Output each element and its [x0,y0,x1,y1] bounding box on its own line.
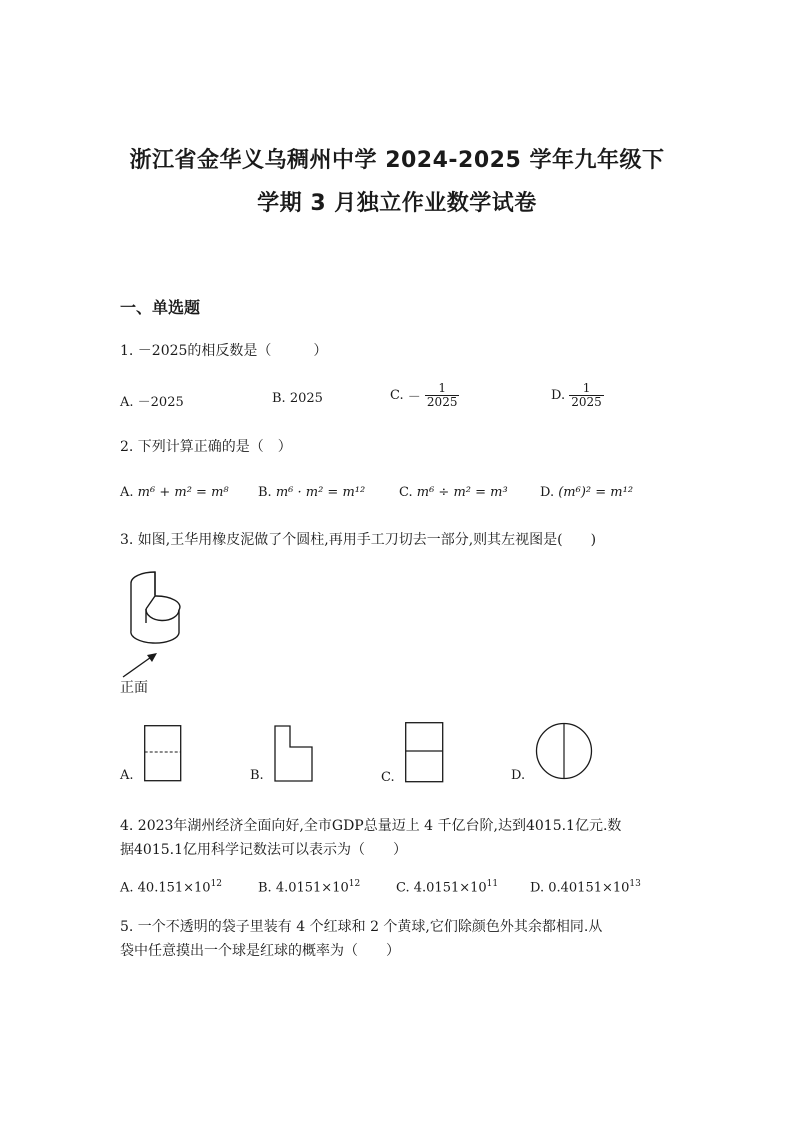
option-b-expression: m⁶ · m² = m¹² [275,485,366,500]
option-c-sign: － [407,390,421,405]
option-c-label: C. [390,388,404,403]
option-d-fraction [569,382,604,409]
question-4-stem-line-2: 据4015.1亿用科学记数法可以表示为（ ） [120,842,407,858]
question-2-option-d [540,485,633,500]
option-a-label: A. [120,485,134,500]
cut-cylinder-figure [110,565,200,675]
question-3-option-a-label: A. [120,768,134,783]
question-2-stem: 2. 下列计算正确的是（ ） [120,439,292,455]
option-d-view [535,722,593,780]
question-1-stem: 1. －2025的相反数是（ ） [120,343,328,359]
option-c-exponent: 11 [486,879,499,889]
option-c-view [405,722,445,783]
question-1-option-d [551,382,604,409]
question-1-option-b: B. 2025 [272,391,323,406]
question-4-option-b [258,879,360,895]
option-d-label: D. [551,388,566,403]
question-2-option-b [258,485,365,500]
option-c-label: C. [399,485,413,500]
option-a-view [144,725,182,782]
question-4-stem-line-1: 4. 2023年湖州经济全面向好,全市GDP总量迈上 4 千亿台阶,达到4015.1亿元.数 [120,818,622,834]
option-d-label: D. [540,485,555,500]
option-a-expression: m⁶ + m² = m⁸ [137,485,229,500]
question-2-option-c [399,485,508,500]
question-3-option-b-label: B. [250,768,264,783]
option-d-denominator: 2025 [571,395,602,409]
option-d-numerator: 1 [582,381,591,395]
option-c-mantissa: C. 4.0151×10 [396,880,487,896]
page-title-line-1: 浙江省金华义乌稠州中学 2024-2025 学年九年级下 [129,148,665,173]
option-d-exponent: 13 [629,879,641,889]
option-c-expression: m⁶ ÷ m² = m³ [416,485,508,500]
option-b-label: B. [258,485,272,500]
option-b-exponent: 12 [348,879,361,889]
option-b-mantissa: B. 4.0151×10 [258,880,349,896]
question-3-option-c-label: C. [381,770,395,785]
option-a-exponent: 12 [210,879,223,889]
front-label: 正面 [120,680,148,696]
question-4-option-d [530,879,641,895]
option-a-mantissa: A. 40.151×10 [120,880,211,896]
question-1-option-a: A. －2025 [120,395,184,410]
question-1-option-c [390,382,459,409]
section-heading: 一、单选题 [120,298,201,317]
question-5-stem-line-2: 袋中任意摸出一个球是红球的概率为（ ） [120,943,400,959]
option-d-mantissa: D. 0.40151×10 [530,880,630,896]
option-c-numerator: 1 [438,381,447,395]
question-3-stem: 3. 如图,王华用橡皮泥做了个圆柱,再用手工刀切去一部分,则其左视图是( ) [120,532,597,548]
page-title-line-2: 学期 3 月独立作业数学试卷 [257,191,537,216]
question-3-option-d-label: D. [511,768,526,783]
question-2-option-a [120,485,229,500]
question-5-stem-line-1: 5. 一个不透明的袋子里装有 4 个红球和 2 个黄球,它们除颜色外其余都相同.从 [120,919,603,935]
option-c-denominator: 2025 [426,395,458,409]
question-4-option-a [120,879,222,895]
question-4-option-c [396,879,498,895]
option-b-view [274,725,314,782]
option-d-expression: (m⁶)² = m¹² [558,485,634,500]
option-c-fraction [425,382,460,409]
